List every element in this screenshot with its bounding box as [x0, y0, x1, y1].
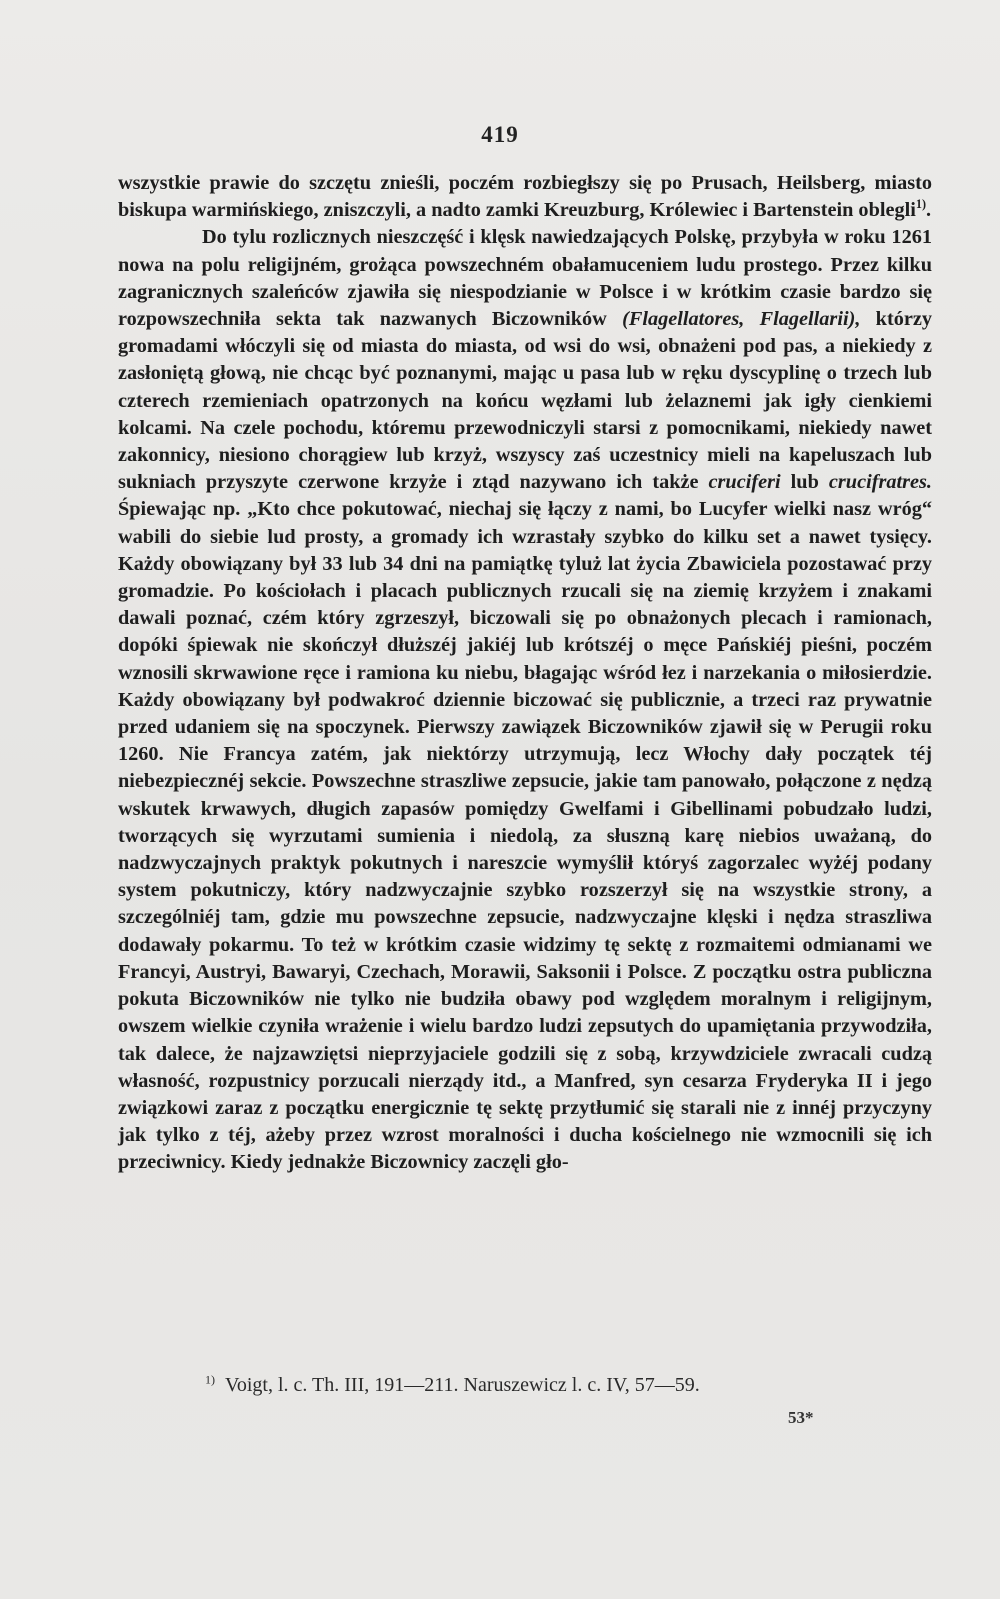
footnote-text: Voigt, l. c. Th. III, 191—211. Naruszewicz l. c. IV, 57—59. — [225, 1374, 700, 1396]
paragraph-2-part-2: którzy gromadami włóczyli się od miasta do miasta, od wsi do wsi, obnażeni pod pas, a niekiedy z zasłoniętą głową, nie chcąc być poznanymi, mając u pasa lub w ręku dyscyplinę o trzech lub czterech rzemieniach opatrzonych na końcu węzłami lub żelaznemi jak igły cienkiemi kolcami. Na czele pochodu, któremu przewodniczyli starsi z pomocnikami, niekiedy nawet zakonnicy, niesiono chorągiew lub krzyż, wszyscy zaś uczestnicy mieli na kapeluszach lub sukniach przyszyte czerwone krzyże i ztąd nazywano ich także — [118, 308, 932, 494]
paragraph-2-part-4: Śpiewając np. „Kto chce pokutować, niechaj się łączy z nami, bo Lucyfer wielki nasz wróg“ wabili do siebie lud prosty, a gromady ich wzrastały szybko do kilku set a nawet tysięcy. Każdy obowiązany był 33 lub 34 dni na pamiątkę tyluż lat życia Zbawiciela pozostawać przy gromadzie. Po kościołach i placach publicznych rzucali się na ziemię krzyżem i znakami dawali poznać, czém który zgrzeszył, biczowali się po obnażonych plecach i ramionach, dopóki śpiewak nie skończył dłuższéj jakiéj lub krótszéj o męce Pańskiéj pieśni, poczém wznosili skrwawione ręce i ramiona ku niebu, błagając wśród łez i narzekania o miłosierdzie. Każdy obowiązany był podwakroć dziennie biczować się publicznie, a trzeci raz prywatnie przed udaniem się na spoczynek. Pierwszy zawiązek Biczowników zjawił się w Perugii roku 1260. Nie Francya zatém, jak niektórzy utrzymują, lecz Włochy dały początek téj niebezpiecznéj sekcie. Powszechne straszliwe zepsucie, jakie tam panowało, połączone z nędzą wskutek krwawych, długich zapasów pomiędzy Gwelfami i Gibellinami pobudzało ludzi, tworzących się wyrzutami sumienia i niedolą, za słuszną karę niebios uważaną, do nadzwyczajnych praktyk pokutnych i nareszcie wymyślił któryś zagorzalec wyżéj podany system pokutniczy, który nadzwyczajnie szybko rozszerzył się na wszystkie strony, a szczególniéj tam, gdzie mu powszechne zepsucie, nadzwyczajne klęski i nędza straszliwa dodawały pokarmu. To też w krótkim czasie widzimy tę sektę z rozmaitemi odmianami we Francyi, Austryi, Bawaryi, Czechach, Morawii, Saksonii i Polsce. Z początku ostra publiczna pokuta Biczowników nie tylko nie budziła obawy pod względem moralnym i religijnym, owszem wielkie czyniła wrażenie i wielu bardzo ludzi zepsutych do upamiętania przywodziła, tak dalece, że najzawziętsi nieprzyjaciele godzili się z sobą, krzywdziciele zwracali cudzą własność, rozpustnicy porzucali nierządy itd., a Manfred, syn cesarza Fryderyka II i jego związkowi zaraz z początku energicznie tę sektę przytłumić się starali nie z innéj przyczyny jak tylko z téj, ażeby przez wzrost moralności i ducha kościelnego nie wzmocnili się ich przeciwnicy. Kiedy jednakże Biczownicy zaczęli gło- — [118, 498, 932, 1174]
paragraph-1 — [118, 170, 932, 224]
main-text — [118, 170, 932, 1177]
paragraph-2-part-3: lub — [780, 471, 829, 494]
page-number: 419 — [481, 122, 519, 147]
paragraph-2 — [118, 224, 932, 1176]
printer-signature-mark: 53* — [788, 1408, 814, 1427]
footnote-mark: 1) — [205, 1372, 215, 1387]
footnote-reference: 1) — [915, 197, 927, 212]
latin-term-cruciferi: cruciferi — [708, 471, 781, 494]
paragraph-2-part-1: Do tylu rozlicznych nieszczęść i klęsk nawiedzających Polskę, przybyła w roku 1261 nowa na polu religijném, grożąca powszechném obałamuceniem ludu prostego. Przez kilku zagranicznych szaleńców zjawiła się niespodzianie w Polsce i w krótkim czasie bardzo się rozpowszechniła sekta tak nazwanych Biczowników — [118, 226, 932, 331]
latin-term-flagellatores: (Flagellatores, Flagellarii), — [622, 308, 861, 331]
paragraph-1-text: wszystkie prawie do szczętu znieśli, poczém rozbiegłszy się po Prusach, Heilsberg, miasto biskupa warmińskiego, zniszczyli, a nadto zamki Kreuzburg, Królewiec i Bartenstein oblegli — [118, 172, 932, 222]
footnote — [205, 1374, 905, 1397]
latin-term-crucifratres: crucifratres. — [828, 471, 932, 494]
paragraph-1-end: . — [926, 199, 932, 222]
